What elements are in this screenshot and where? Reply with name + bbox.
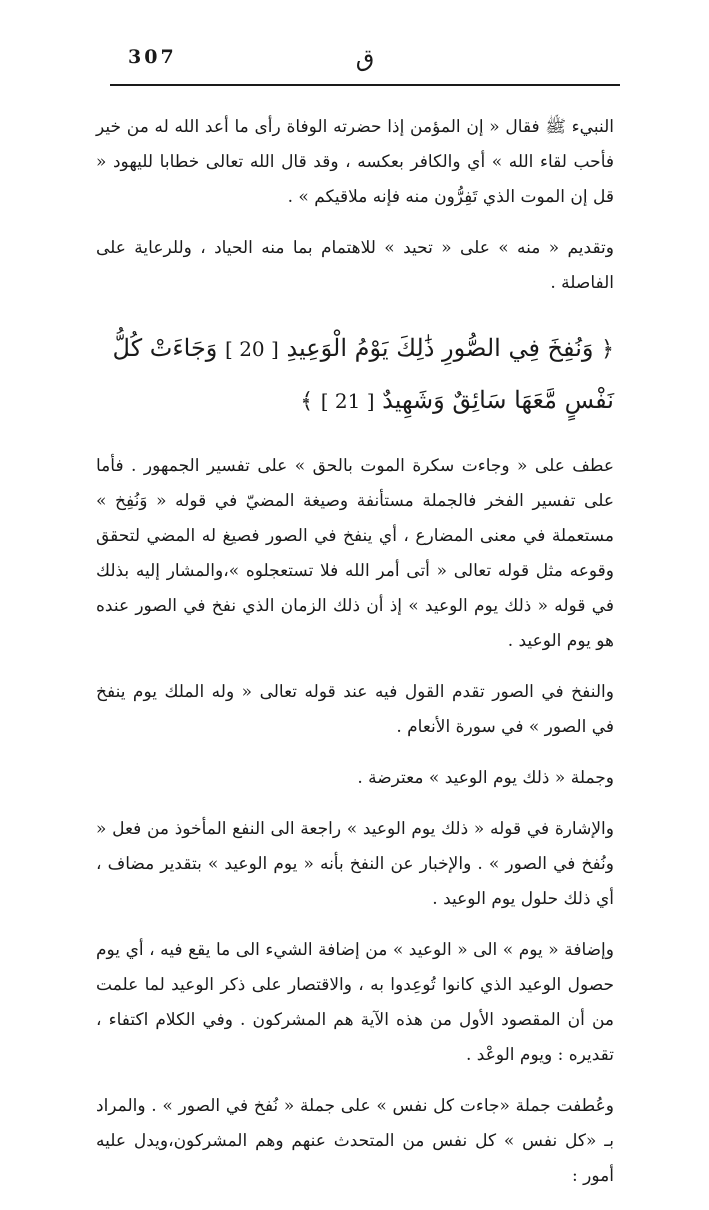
verse-number: [ 20 ] — [225, 337, 279, 361]
paragraph: النبيء ﷺ فقال « إن المؤمن إذا حضرته الوفاة رأى ما أعد الله له من خير فأحب لقاء الله » أي والكافر بعكسه ، وقد قال الله تعالى خطابا لليهود « قل إن الموت الذي تَفِرُّون منه فإنه ملاقيكم » . — [96, 117, 614, 207]
page-header — [110, 40, 620, 86]
page-number: 307 — [128, 46, 177, 68]
verse-text: وَنُفِخَ فِي الصُّورِ ذَٰلِكَ يَوْمُ الْوَعِيدِ — [286, 334, 594, 362]
verse-text: وَجَاءَتْ كُلُّ نَفْسٍ مَّعَهَا سَائِقٌ وَشَهِيدٌ — [112, 334, 614, 414]
surah-title: ق — [355, 44, 375, 72]
paragraph: والنفخ في الصور تقدم القول فيه عند قوله تعالى « وله الملك يوم ينفخ في الصور » في سورة الأنعام . — [96, 682, 614, 737]
paragraph: والإشارة في قوله « ذلك يوم الوعيد » راجعة الى النفع المأخوذ من فعل « ونُفخ في الصور » . والإخبار عن النفخ بأنه « يوم الوعيد » بتقدير مضاف ، أي ذلك حلول يوم الوعيد . — [96, 819, 614, 909]
page-body — [96, 110, 614, 1210]
paragraph: عطف على « وجاءت سكرة الموت بالحق » على تفسير الجمهور . فأما على تفسير الفخر فالجملة مستأنفة وصيغة المضيّ في قوله « وَنُفِخ » مستعملة في معنى المضارع ، أي ينفخ في الصور فصيغ له المضي لتحقق وقوعه مثل قوله تعالى « أتى أمر الله فلا تستعجلوه »،والمشار إليه بذلك في قوله « ذلك يوم الوعيد » إذ أن ذلك الزمان الذي نفخ في الصور عنده هو يوم الوعيد . — [96, 456, 614, 651]
paragraph: وإضافة « يوم » الى « الوعيد » من إضافة الشيء الى ما يقع فيه ، أي يوم حصول الوعيد الذي كانوا تُوعِدوا به ، والاقتصار على ذكر الوعيد لما علمت من أن المقصود الأول من هذه الآية هم المشركون . وفي الكلام اكتفاء ، تقديره : ويوم الوعْد . — [96, 940, 614, 1065]
verse-number: [ 21 ] — [320, 389, 375, 413]
paragraph: وجملة « ذلك يوم الوعيد » معترضة . — [357, 768, 614, 788]
verse-close-bracket: ﴾ — [300, 389, 314, 414]
verse-open-bracket: ﴿ — [601, 337, 614, 362]
quran-verse — [96, 323, 614, 427]
paragraph: وتقديم « منه » على « تحيد » للاهتمام بما منه الحياد ، وللرعاية على الفاصلة . — [96, 238, 614, 293]
paragraph: وعُطفت جملة «جاءت كل نفس » على جملة « نُفخ في الصور » . والمراد بـ «كل نفس » كل نفس من المتحدث عنهم وهم المشركون،ويدل عليه أمور : — [96, 1096, 614, 1186]
